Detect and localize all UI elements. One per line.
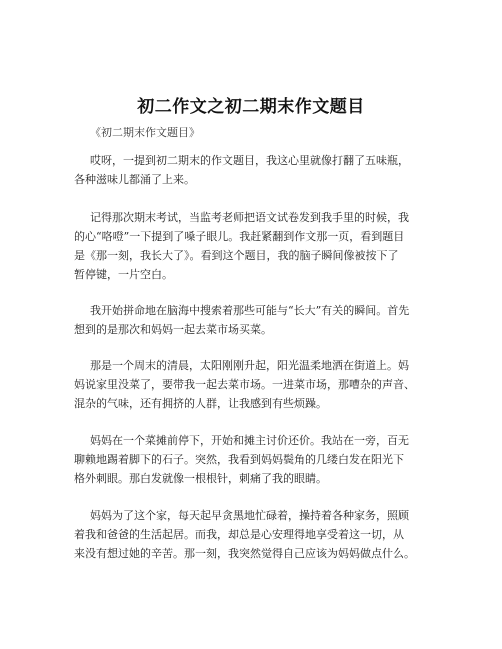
paragraph-line: 聊赖地踢着脚下的石子。突然，我看到妈妈鬓角的几缕白发在阳光下	[74, 453, 404, 466]
paragraph-line: 是《那一刻，我长大了》。看到这个题目，我的脑子瞬间像被按下了	[74, 249, 399, 262]
paragraph-line: 那是一个周末的清晨，太阳刚刚升起，阳光温柔地洒在街道上。妈	[90, 359, 409, 372]
paragraph-6	[74, 506, 434, 563]
paragraph-line: 格外刺眼。那白发就像一根根针，刺痛了我的眼睛。	[74, 472, 327, 485]
paragraph-line: 着我和爸爸的生活起居。而我，却总是心安理得地享受着这一切，从	[74, 528, 404, 541]
paragraph-1	[74, 151, 434, 189]
paragraph-line: 各种滋味儿都涌了上来。	[74, 173, 195, 186]
paragraph-line: 混杂的气味，还有拥挤的人群，让我感到有些烦躁。	[74, 397, 327, 410]
paragraph-line: 记得那次期末考试，当监考老师把语文试卷发到我手里的时候，我	[90, 211, 409, 224]
paragraph-line: 妈妈在一个菜摊前停下，开始和摊主讨价还价。我站在一旁，百无	[90, 434, 409, 447]
document-subtitle: 《初二期末作文题目》	[90, 126, 200, 139]
paragraph-line: 来没有想过她的辛苦。那一刻，我突然觉得自己应该为妈妈做点什么。	[74, 547, 415, 560]
paragraph-line: 妈妈为了这个家，每天起早贪黑地忙碌着，操持着各种家务，照顾	[90, 509, 409, 522]
paragraph-line: 我开始拼命地在脑海中搜索着那些可能与“长大”有关的瞬间。首先	[90, 304, 410, 317]
paragraph-2	[74, 208, 434, 284]
document-title: 初二作文之初二期末作文题目	[137, 97, 365, 117]
paragraph-5	[74, 431, 434, 488]
paragraph-line: 想到的是那次和妈妈一起去菜市场买菜。	[74, 323, 272, 336]
paragraph-4	[74, 356, 434, 413]
paragraph-line: 暂停键，一片空白。	[74, 268, 173, 281]
paragraph-3	[74, 301, 434, 339]
paragraph-line: 的心“咯噔”一下提到了嗓子眼儿。我赶紧翻到作文那一页，看到题目	[74, 230, 405, 243]
paragraph-line: 哎呀，一提到初二期末的作文题目，我这心里就像打翻了五味瓶，	[90, 154, 409, 167]
paragraph-line: 妈说家里没菜了，要带我一起去菜市场。一进菜市场，那嘈杂的声音、	[74, 378, 415, 391]
